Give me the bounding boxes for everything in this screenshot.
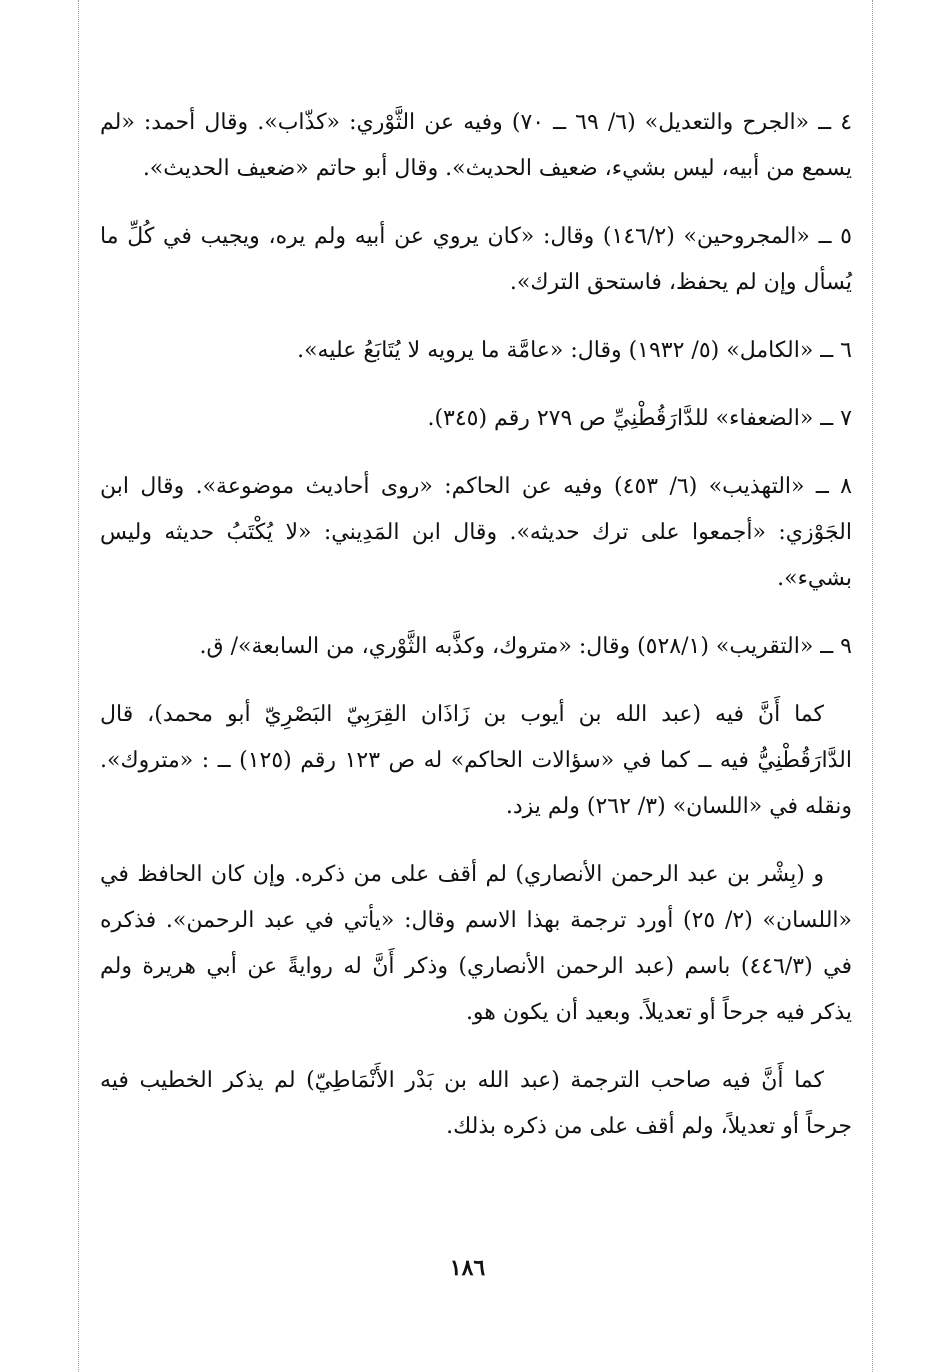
right-margin-rule: [872, 0, 873, 1372]
footnotes-body: [100, 100, 852, 1172]
footnote-6: ٦ ــ «الكامل» (٥/ ١٩٣٢) وقال: «عامَّة ما يرويه لا يُتَابَعُ عليه».: [297, 338, 852, 363]
footnote-4: ٤ ــ «الجرح والتعديل» (٦/ ٦٩ ــ ٧٠) وفيه عن الثَّوْري: «كذّاب». وقال أحمد: «لم يسمع من أبيه، ليس بشيء، ضعيف الحديث». وقال أبو حاتم «ضعيف الحديث».: [100, 110, 853, 181]
body-paragraph-abdullah-ibn-ayyub: كما أَنَّ فيه (عبد الله بن أيوب بن زَاذَان القِرَبِيّ البَصْرِيّ أبو محمد)، قال الدَّارَقُطْنِيُّ فيه ــ كما في «سؤالات الحاكم» له ص ١٢٣ رقم (١٢٥) ــ : «متروك». ونقله في «اللسان» (٣/ ٢٦٢) ولم يزد.: [100, 702, 852, 819]
left-margin-rule: [78, 0, 79, 1372]
body-paragraph-bishr: و (بِشْر بن عبد الرحمن الأنصاري) لم أقف على من ذكره. وإن كان الحافظ في «اللسان» (٢/ ٢٥) أورد ترجمة بهذا الاسم وقال: «يأتي في عبد الرحمن». فذكره في (٤٤٦/٣) باسم (عبد الرحمن الأنصاري) وذكر أَنَّ له روايةً عن أبي هريرة ولم يذكر فيه جرحاً أو تعديلاً. وبعيد أن يكون هو.: [100, 862, 852, 1025]
body-paragraph-abdullah-ibn-badr: كما أَنَّ فيه صاحب الترجمة (عبد الله بن بَدْر الأَنْمَاطِيّ) لم يذكر الخطيب فيه جرحاً أو تعديلاً، ولم أقف على من ذكره بذلك.: [100, 1068, 852, 1139]
footnote-8: ٨ ــ «التهذيب» (٦/ ٤٥٣) وفيه عن الحاكم: «روى أحاديث موضوعة». وقال ابن الجَوْزي: «أجمعوا على ترك حديثه». وقال ابن المَدِيني: «لا يُكْتَبُ حديثه وليس بشيء».: [100, 474, 853, 591]
footnote-5: ٥ ــ «المجروحين» (١٤٦/٢) وقال: «كان يروي عن أبيه ولم يره، ويجيب في كُلِّ ما يُسأل وإن لم يحفظ، فاستحق الترك».: [100, 224, 852, 295]
footnote-7: ٧ ــ «الضعفاء» للدَّارَقُطْنِيِّ ص ٢٧٩ رقم (٣٤٥).: [427, 406, 852, 431]
footnote-9: ٩ ــ «التقريب» (٥٢٨/١) وقال: «متروك، وكذَّبه الثَّوْري، من السابعة»/ ق.: [199, 634, 852, 659]
page-number: ١٨٦: [449, 1255, 486, 1281]
